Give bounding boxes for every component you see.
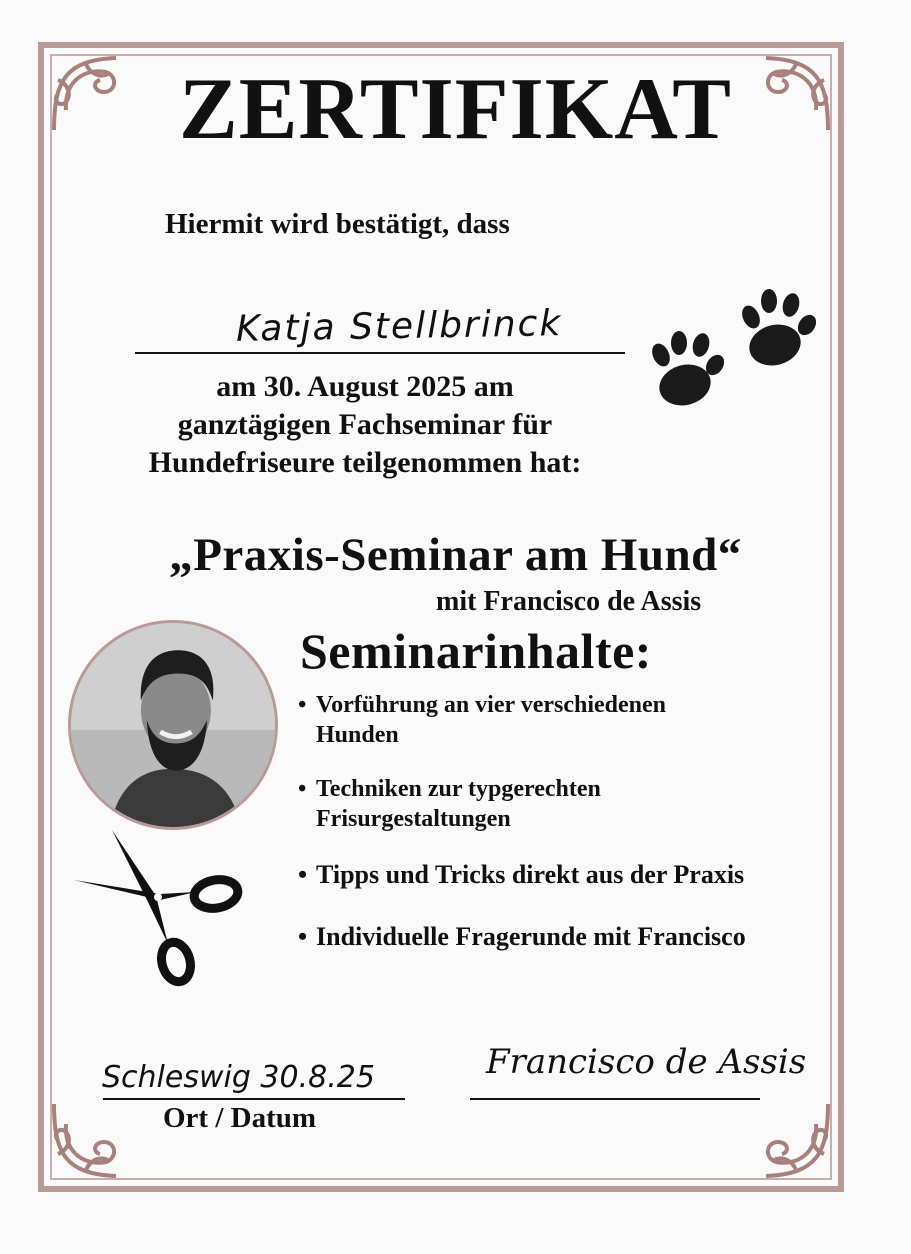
scissors-icon xyxy=(68,820,248,990)
event-description xyxy=(95,368,635,482)
place-date-value: Schleswig 30.8.25 xyxy=(102,1060,375,1095)
signature-line xyxy=(470,1098,760,1100)
event-line: am 30. August 2025 am xyxy=(216,370,514,403)
participant-signature: Katja Stellbrinck xyxy=(235,303,563,350)
list-item: • Vorführung an vier verschiedenen Hunden xyxy=(298,692,667,748)
paw-print-icon xyxy=(645,285,825,425)
seminar-title: „Praxis-Seminar am Hund“ xyxy=(169,529,742,581)
ornament-corner-bottom-left xyxy=(46,1094,136,1184)
list-item-text: Tipps und Tricks direkt aus der Praxis xyxy=(316,860,745,889)
instructor-photo xyxy=(68,620,278,830)
list-item: • Techniken zur typgerechten Frisurgestaltungen xyxy=(298,776,601,832)
list-item-text: Techniken zur typgerechten xyxy=(316,776,601,802)
certificate-title: ZERTIFIKAT xyxy=(179,61,732,158)
ornament-corner-bottom-right xyxy=(746,1094,836,1184)
contents-heading: Seminarinhalte: xyxy=(300,623,652,679)
list-item: • Tipps und Tricks direkt aus der Praxis xyxy=(298,860,745,889)
list-item-text: Hunden xyxy=(316,722,399,748)
list-item-text: Vorführung an vier verschiedenen xyxy=(316,692,667,718)
list-item-text: Frisurgestaltungen xyxy=(316,806,511,832)
instructor-name: mit Francisco de Assis xyxy=(436,586,702,617)
event-line: ganztägigen Fachseminar für xyxy=(177,408,553,441)
confirmation-text: Hiermit wird bestätigt, dass xyxy=(165,208,510,240)
instructor-signature: Francisco de Assis xyxy=(486,1042,807,1082)
name-line xyxy=(135,352,625,354)
list-item: • Individuelle Fragerunde mit Francisco xyxy=(298,922,746,951)
place-date-label: Ort / Datum xyxy=(163,1102,317,1134)
place-date-line xyxy=(103,1098,405,1100)
event-line: Hundefriseure teilgenommen hat: xyxy=(148,446,582,479)
list-item-text: Individuelle Fragerunde mit Francisco xyxy=(316,922,746,951)
